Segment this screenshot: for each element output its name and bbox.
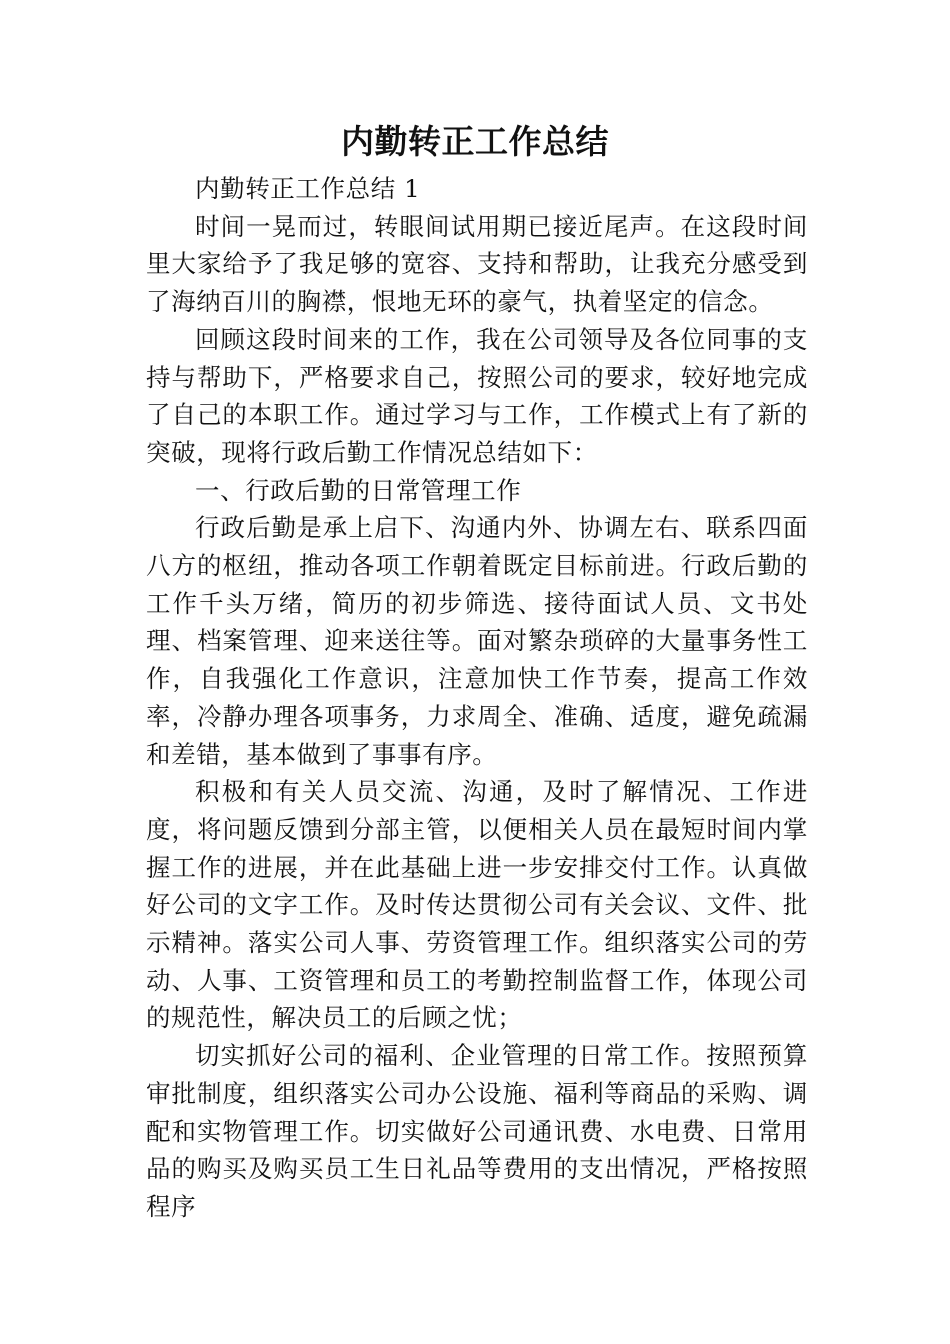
subtitle-paragraph: 内勤转正工作总结 1 (195, 174, 421, 203)
document-title: 内勤转正工作总结 (341, 122, 609, 161)
body-paragraph: 切实抓好公司的福利、企业管理的日常工作。按照预算审批制度，组织落实公司办公设施、福利等商品的采购、调配和实物管理工作。切实做好公司通讯费、水电费、日常用品的购买及购买员工生日礼品等费用的支出情况，严格按照程序 (146, 1041, 808, 1221)
document-body (146, 170, 808, 1226)
body-paragraph: 时间一晃而过，转眼间试用期已接近尾声。在这段时间里大家给予了我足够的宽容、支持和帮助，让我充分感受到了海纳百川的胸襟，恨地无环的豪气，执着坚定的信念。 (146, 211, 808, 317)
section-heading: 一、行政后勤的日常管理工作 (195, 475, 522, 505)
body-paragraph: 回顾这段时间来的工作，我在公司领导及各位同事的支持与帮助下，严格要求自己，按照公司的要求，较好地完成了自己的本职工作。通过学习与工作，工作模式上有了新的突破，现将行政后勤工作情况总结如下： (146, 324, 808, 467)
body-paragraph: 积极和有关人员交流、沟通，及时了解情况、工作进度，将问题反馈到分部主管，以便相关人员在最短时间内掌握工作的进展，并在此基础上进一步安排交付工作。认真做好公司的文字工作。及时传达贯彻公司有关会议、文件、批示精神。落实公司人事、劳资管理工作。组织落实公司的劳动、人事、工资管理和员工的考勤控制监督工作，体现公司的规范性，解决员工的后顾之忧； (146, 777, 808, 1033)
body-paragraph: 行政后勤是承上启下、沟通内外、协调左右、联系四面八方的枢纽，推动各项工作朝着既定目标前进。行政后勤的工作千头万绪，简历的初步筛选、接待面试人员、文书处理、档案管理、迎来送往等。面对繁杂琐碎的大量事务性工作，自我强化工作意识，注意加快工作节奏，提高工作效率，冷静办理各项事务，力求周全、准确、适度，避免疏漏和差错，基本做到了事事有序。 (146, 513, 808, 769)
